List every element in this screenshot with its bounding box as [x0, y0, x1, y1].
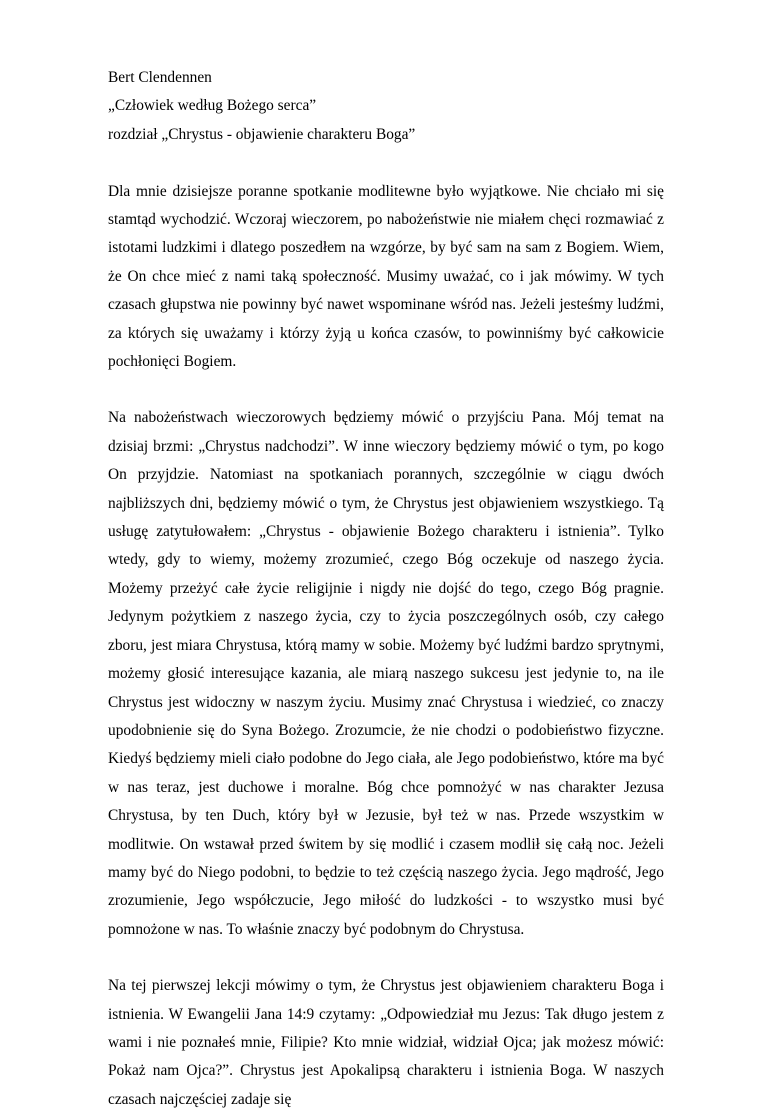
- author-name: Bert Clendennen: [108, 69, 212, 86]
- paragraph-3: Na tej pierwszej lekcji mówimy o tym, że Chrystus jest objawieniem charakteru Boga i istnienia. W Ewangelii Jana 14:9 czytamy: „Odpowiedział mu Jezus: Tak długo jestem z wami i nie poznałeś mnie, Filipie? Kto mnie widział, widział Ojca; jak możesz mówić: Pokaż nam Ojca?”. Chrystus jest Apokalipsą charakteru i istnienia Boga. W naszych czasach najczęściej zadaje się: [108, 977, 664, 1108]
- chapter-title: rozdział „Chrystus - objawienie charakteru Boga”: [108, 125, 416, 143]
- paragraph-1: Dla mnie dzisiejsze poranne spotkanie modlitewne było wyjątkowe. Nie chciało mi się stamtąd wychodzić. Wczoraj wieczorem, po nabożeństwie nie miałem chęci rozmawiać z istotami ludzkimi i dlatego poszedłem na wzgórze, by być sam na sam z Bogiem. Wiem, że On chce mieć z nami taką społeczność. Musimy uważać, co i jak mówimy. W tych czasach głupstwa nie powinny być nawet wspominane wśród nas. Jeżeli jesteśmy ludźmi, za których się uważamy i którzy żyją u końca czasów, to powinniśmy być całkowicie pochłonięci Bogiem.: [108, 182, 664, 371]
- document-body: [108, 64, 664, 1114]
- book-title: „Człowiek według Bożego serca”: [108, 97, 317, 115]
- paragraph-2: Na nabożeństwach wieczorowych będziemy mówić o przyjściu Pana. Mój temat na dzisiaj brzmi: „Chrystus nadchodzi”. W inne wieczory będziemy mówić o tym, po kogo On przyjdzie. Natomiast na spotkaniach porannych, szczególnie w ciągu dwóch najbliższych dni, będziemy mówić o tym, że Chrystus jest objawieniem wszystkiego. Tą usługę zatytułowałem: „Chrystus - objawienie Bożego charakteru i istnienia”. Tylko wtedy, gdy to wiemy, możemy zrozumieć, czego Bóg oczekuje od naszego życia. Możemy przeżyć całe życie religijnie i nigdy nie dojść do tego, czego Bóg pragnie. Jedynym pożytkiem z naszego życia, czy to życia poszczególnych osób, czy całego zboru, jest miara Chrystusa, którą mamy w sobie. Możemy być ludźmi bardzo sprytnymi, możemy głosić interesujące kazania, ale miarą naszego sukcesu jest jedynie to, na ile Chrystus jest widoczny w naszym życiu. Musimy znać Chrystusa i wiedzieć, co znaczy upodobnienie się do Syna Bożego. Zrozumcie, że nie chodzi o podobieństwo fizyczne. Kiedyś będziemy mieli ciało podobne do Jego ciała, ale Jego podobieństwo, które ma być w nas teraz, jest duchowe i moralne. Bóg chce pomnożyć w nas charakter Jezusa Chrystusa, by ten Duch, który był w Jezusie, był też w nas. Przede wszystkim w modlitwie. On wstawał przed świtem by się modlić i czasem modlił się całą noc. Jeżeli mamy być do Niego podobni, to będzie to też częścią naszego życia. Jego mądrość, Jego zrozumienie, Jego współczucie, Jego miłość do ludzkości - to wszystko musi być pomnożone w nas. To właśnie znaczy być podobnym do Chrystusa.: [108, 409, 664, 938]
